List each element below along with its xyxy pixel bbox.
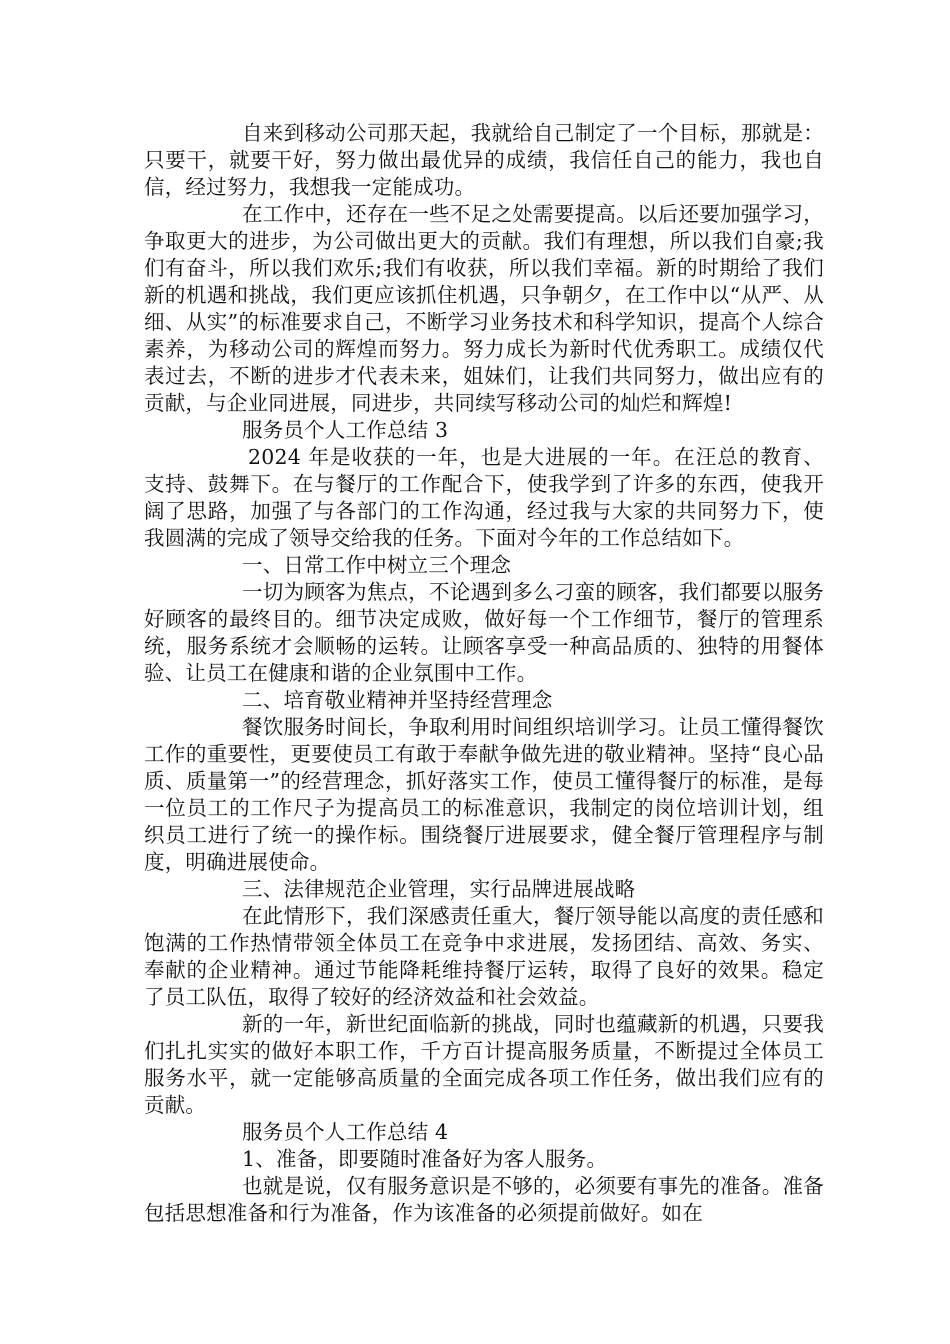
section-title-summary-3: 服务员个人工作总结 3 [242,418,449,442]
paragraph-preparation: 也就是说，仅有服务意识是不够的，必须要有事先的准备。准备包括思想准备和行为准备，作为该准备的必须提前做好。如在 [144,1174,824,1225]
paragraph-new-year: 新的一年，新世纪面临新的挑战，同时也蕴藏新的机遇，只要我们扎扎实实的做好本职工作，千方百计提高服务质量，不断提过全体员工服务水平，就一定能够高质量的全面完成各项工作任务，做出我们应有的贡献。 [144,1012,824,1117]
paragraph-responsibility: 在此情形下，我们深感责任重大，餐厅领导能以高度的责任感和饱满的工作热情带领全体员工在竞争中求进展，发扬团结、高效、务实、奉献的企业精神。通过节能降耗维持餐厅运转，取得了良好的效果。稳定了员工队伍，取得了较好的经济效益和社会效益。 [144,904,824,1009]
paragraph-goal: 自来到移动公司那天起，我就给自己制定了一个目标，那就是：只要干，就要干好，努力做出最优异的成绩，我信任自己的能力，我也自信，经过努力，我想我一定能成功。 [144,121,824,199]
subheading-brand-strategy: 三、法律规范企业管理，实行品牌进展战略 [242,877,636,901]
subheading-preparation: 1、准备，即要随时准备好为客人服务。 [242,1147,608,1171]
paragraph-improvement: 在工作中，还存在一些不足之处需要提高。以后还要加强学习，争取更大的进步，为公司做出更大的贡献。我们有理想，所以我们自豪;我们有奋斗，所以我们欢乐;我们有收获，所以我们幸福。新的时期给了我们新的机遇和挑战，我们更应该抓住机遇，只争朝夕，在工作中以“从严、从细、从实”的标准要求自己，不断学习业务技术和科学知识，提高个人综合素养，为移动公司的辉煌而努力。努力成长为新时代优秀职工。成绩仅代表过去，不断的进步才代表未来，姐妹们，让我们共同努力，做出应有的贡献，与企业同进展，同进步，共同续写移动公司的灿烂和辉煌! [144,202,824,415]
paragraph-2024-intro: 2024 年是收获的一年，也是大进展的一年。在汪总的教育、支持、鼓舞下。在与餐厅的工作配合下，使我学到了许多的东西，使我开阔了思路，加强了与各部门的工作沟通，经过我与大家的共同努力下，使我圆满的完成了领导交给我的任务。下面对今年的工作总结如下。 [144,445,824,550]
paragraph-customer-focus: 一切为顾客为焦点，不论遇到多么刁蛮的顾客，我们都要以服务好顾客的最终目的。细节决定成败，做好每一个工作细节，餐厅的管理系统，服务系统才会顺畅的运转。让顾客享受一种高品质的、独特的用餐体验、让员工在健康和谐的企业氛围中工作。 [144,580,824,685]
document-body [144,120,824,1227]
paragraph-training: 餐饮服务时间长，争取利用时间组织培训学习。让员工懂得餐饮工作的重要性，更要使员工有敢于奉献争做先进的敬业精神。坚持“良心品质、质量第一”的经营理念，抓好落实工作，使员工懂得餐厅的标准，是每一位员工的工作尺子为提高员工的标准意识，我制定的岗位培训计划，组织员工进行了统一的操作标。围绕餐厅进展要求，健全餐厅管理程序与制度，明确进展使命。 [144,715,824,874]
subheading-three-concepts: 一、日常工作中树立三个理念 [242,553,512,577]
section-title-summary-4: 服务员个人工作总结 4 [242,1120,449,1144]
subheading-dedication: 二、培育敬业精神并坚持经营理念 [242,688,553,712]
